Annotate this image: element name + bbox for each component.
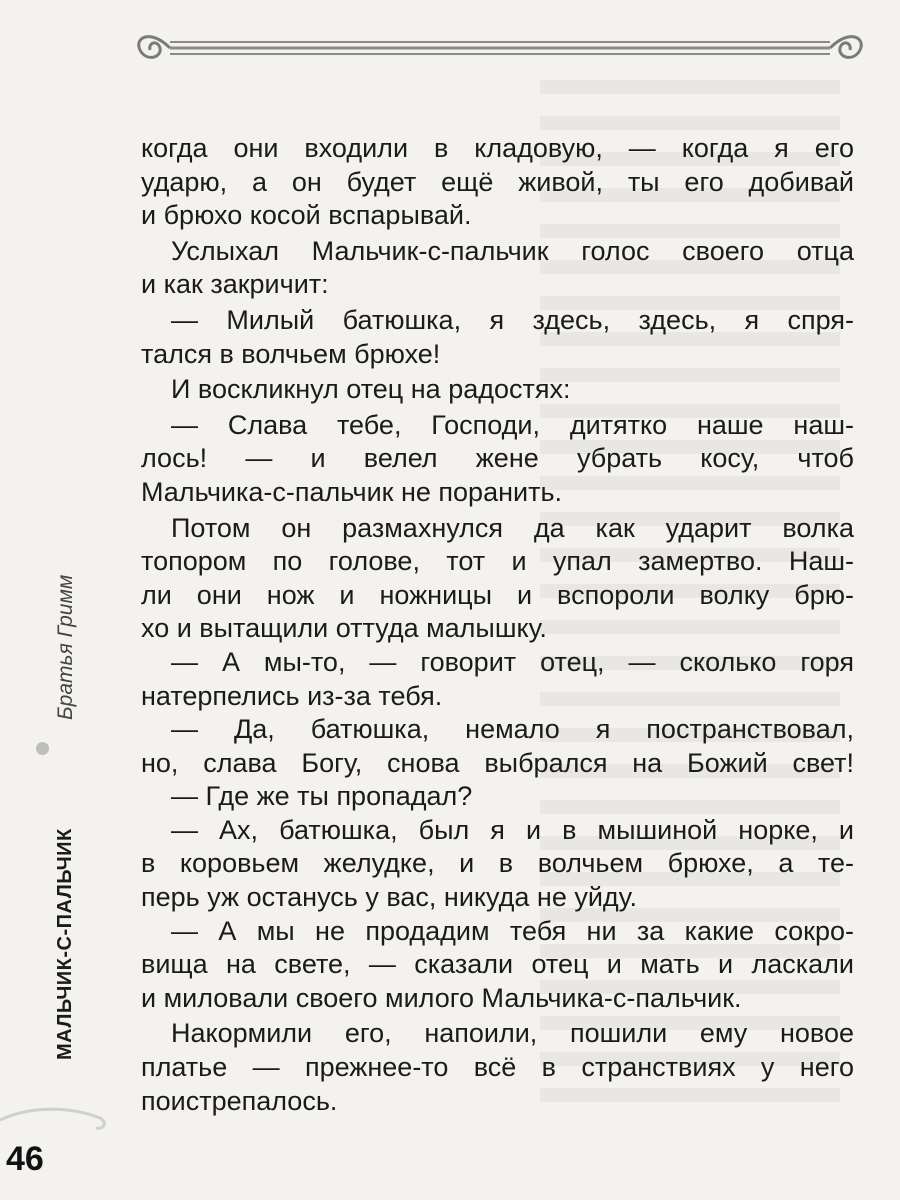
text-line: когда они входили в кладовую, — когда я его xyxy=(141,133,854,163)
story-text xyxy=(141,132,854,1118)
page-corner-swirl-icon xyxy=(0,1100,120,1140)
text-line: — А мы не продадим тебя ни за какие сокро- xyxy=(171,915,854,946)
text-line: хо и вытащили оттуда малышку. xyxy=(141,613,547,644)
text-line: ли они нож и ножницы и вспороли волку брю- xyxy=(141,579,854,610)
text-line: Накормили его, напоили, пошили ему новое xyxy=(171,1018,854,1049)
text-line: — Милый батюшка, я здесь, здесь, я спря- xyxy=(171,304,854,335)
text-line: — А мы-то, — говорит отец, — сколько горя xyxy=(171,646,854,677)
text-line: топором по голове, тот и упал замертво. Наш- xyxy=(141,546,854,577)
text-line: перь уж останусь у вас, никуда не уйду. xyxy=(141,882,637,913)
text-line: — Слава тебе, Господи, дитятко наше наш- xyxy=(171,409,854,440)
text-line: Потом он размахнулся да как ударит волка xyxy=(171,512,854,543)
text-line: в коровьем желудке, и в волчьем брюхе, а те- xyxy=(141,848,854,879)
text-line: Услыхал Мальчик-с-пальчик голос своего отца xyxy=(171,235,854,266)
book-title: МАЛЬЧИК-С-ПАЛЬЧИК xyxy=(54,828,76,1060)
decorative-ornament-icon xyxy=(130,24,870,72)
text-line: натерпелись из-за тебя. xyxy=(141,680,443,711)
text-line: платье — прежнее-то всё в странствиях у него xyxy=(141,1052,854,1083)
text-line: тался в волчьем брюхе! xyxy=(141,338,441,369)
text-line: — Где же ты пропадал? xyxy=(171,781,473,812)
text-line: И воскликнул отец на радостях: xyxy=(171,374,571,405)
text-line: Мальчика-с-пальчик не поранить. xyxy=(141,476,563,507)
page-number: 46 xyxy=(6,1140,44,1178)
text-line: лось! — и велел жене убрать косу, чтоб xyxy=(141,443,854,474)
separator-dot-icon xyxy=(36,742,49,755)
text-line: поистрепалось. xyxy=(141,1085,338,1116)
text-line: вища на свете, — сказали отец и мать и ласкали xyxy=(141,949,854,980)
text-line: но, слава Богу, снова выбрался на Божий свет! xyxy=(141,747,854,778)
text-line: — Да, батюшка, немало я постранствовал, xyxy=(171,714,854,745)
text-line: ударю, а он будет ещё живой, ты его добивай xyxy=(141,166,854,197)
text-line: — Ах, батюшка, был я и в мышиной норке, и xyxy=(171,814,854,845)
text-line: и как закричит: xyxy=(141,269,329,300)
text-line: и брюхо косой вспарывай. xyxy=(141,200,472,231)
author-name: Братья Гримм xyxy=(54,574,77,720)
text-line: и миловали своего милого Мальчика-с-пальчик. xyxy=(141,982,742,1013)
